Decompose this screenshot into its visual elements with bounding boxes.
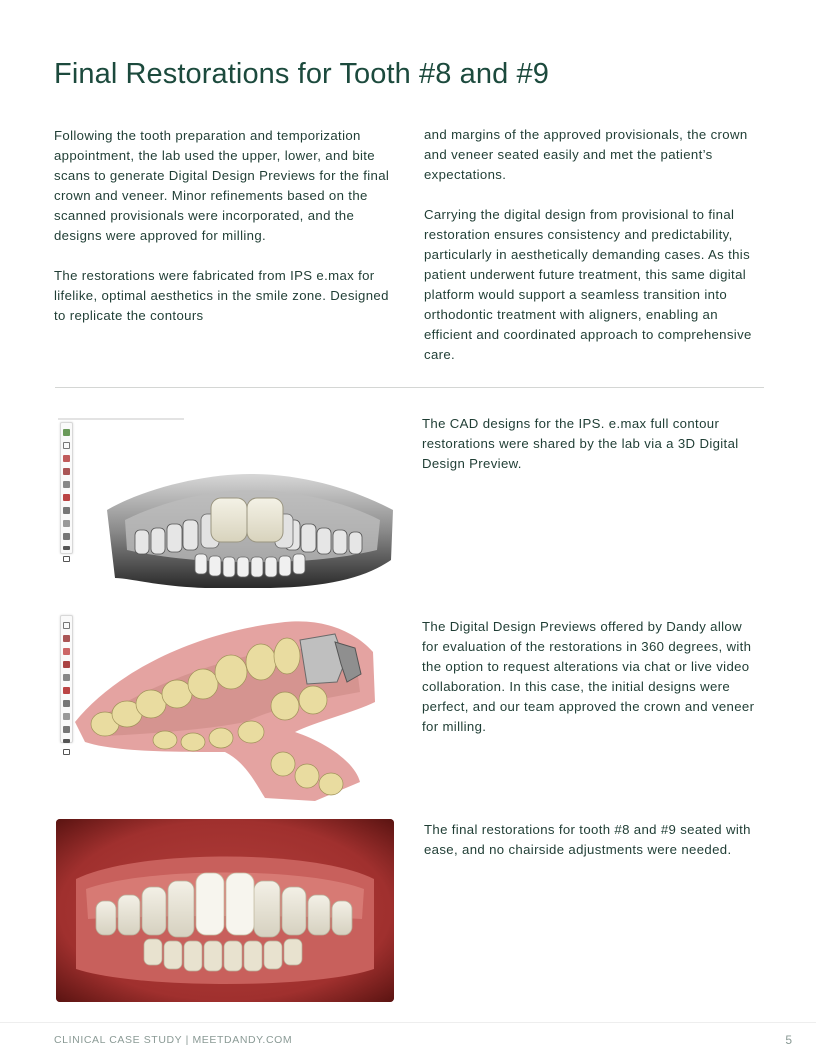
tool-icon — [63, 661, 70, 668]
smile-photo — [56, 819, 394, 1002]
tool-icon — [63, 635, 70, 642]
tool-icon — [63, 726, 70, 733]
intro-paragraph: Following the tooth preparation and temporization appointment, the lab used the upper, lower, and bite scans to generate Digital Design Previews for the final crown and veneer. Minor refinements based on the scanned provisionals were incorporated, and the designs were approved for milling. — [54, 128, 390, 243]
intro-paragraph: Carrying the digital design from provisional to final restoration ensures consistency and predictability, particularly in aesthetically demanding cases. As this patient underwent future treatment, this same digital platform would support a seamless transition into orthodontic treatment with aligners, enabling an efficient and coordinated approach to comprehensive care. — [424, 207, 752, 362]
final-restoration-photo — [56, 819, 394, 1002]
tool-icon — [63, 700, 70, 707]
dental-arch-scan — [55, 410, 395, 598]
figure-caption: The Digital Design Previews offered by Dandy allow for evaluation of the restorations in 360 degrees, with the option to request alterations via chat or live video collaboration. In this case, the initial designs were perfect, and our team approved the crown and veneer for milling. — [422, 619, 755, 734]
intro-paragraph: and margins of the approved provisionals, the crown and veneer seated easily and met the patient’s expectations. — [424, 127, 748, 182]
page-number: 5 — [785, 1033, 792, 1047]
tool-icon — [63, 749, 70, 755]
figure-caption: The CAD designs for the IPS. e.max full contour restorations were shared by the lab via a 3D Digital Design Preview. — [422, 416, 739, 471]
tool-icon — [63, 648, 70, 655]
tool-icon — [63, 622, 70, 629]
tool-icon — [63, 713, 70, 720]
viewer-toolbar — [60, 615, 73, 743]
figure-caption: The final restorations for tooth #8 and #9 seated with ease, and no chairside adjustments were needed. — [424, 822, 751, 857]
tool-icon — [63, 687, 70, 694]
dental-arch-color-scan — [55, 612, 395, 801]
intro-left-column — [54, 126, 392, 326]
footer-divider — [0, 1022, 816, 1023]
section-divider — [55, 387, 764, 388]
color-design-preview-image — [55, 612, 395, 801]
cad-design-preview-image — [55, 410, 395, 598]
intro-right-column — [424, 125, 770, 365]
footer-label: CLINICAL CASE STUDY | MEETDANDY.COM — [54, 1034, 293, 1046]
tool-icon — [63, 674, 70, 681]
page-title: Final Restorations for Tooth #8 and #9 — [54, 58, 549, 90]
intro-paragraph: The restorations were fabricated from IPS e.max for lifelike, optimal aesthetics in the smile zone. Designed to replicate the contours — [54, 268, 389, 323]
tool-icon — [63, 739, 70, 743]
